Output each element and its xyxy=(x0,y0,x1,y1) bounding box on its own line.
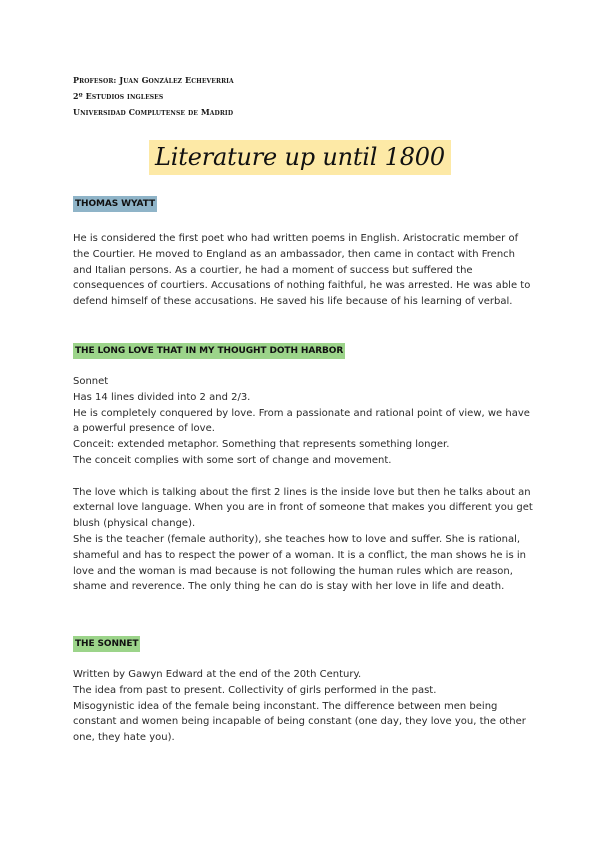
wyatt-paragraph xyxy=(73,231,533,310)
sonnet-line: Written by Gawyn Edward at the end of the 20th Century. xyxy=(73,669,362,680)
sonnet-body xyxy=(73,667,533,746)
long-love-paragraph: She is the teacher (female authority), she teaches how to love and suffer. She is rational, shameful and has to respect the power of a woman. It is a conflict, the man shows he is in love and the woman is mad because is not following the human rules which are reason, shame and reverence. The only thing he can do is stay with her love in life and death. xyxy=(73,533,526,593)
title-container xyxy=(0,140,600,175)
heading-thomas-wyatt: THOMAS WYATT xyxy=(73,196,157,212)
sonnet-line: Misogynistic idea of the female being inconstant. The difference between men being constant and women being incapable of being constant (one day, they love you, the other one, they hate you). xyxy=(73,700,526,744)
heading-long-love: THE LONG LOVE THAT IN MY THOUGHT DOTH HARBOR xyxy=(73,343,345,359)
heading-the-sonnet: THE SONNET xyxy=(73,636,140,652)
wyatt-text: He is considered the first poet who had written poems in English. Aristocratic member of the Courtier. He moved to England as an ambassador, then came in contact with French and Italian persons. As a courtier, he had a moment of success but suffered the consequences of courtiers. Accusations of nothing faithful, he was arrested. He was able to defend himself of these accusations. He saved his life because of his learning of verbal. xyxy=(73,233,531,308)
professor-line: Profesor: Juan González Echeverria xyxy=(73,75,234,85)
course-line: 2º Estudios ingleses xyxy=(73,91,164,101)
long-love-paragraph: The love which is talking about the first 2 lines is the inside love but then he talks about an external love language. When you are in front of someone that makes you different you get blush (physical change). xyxy=(73,486,533,530)
long-love-line: He is completely conquered by love. From a passionate and rational point of view, we have a powerful presence of love. xyxy=(73,407,530,435)
university-line: Universidad Complutense de Madrid xyxy=(73,107,234,117)
paragraph-gap xyxy=(73,469,533,485)
sonnet-line: The idea from past to present. Collectivity of girls performed in the past. xyxy=(73,684,437,696)
long-love-body xyxy=(73,374,533,595)
long-love-line: Conceit: extended metaphor. Something that represents something longer. xyxy=(73,439,450,451)
document-header xyxy=(73,72,234,120)
document-title: Literature up until 1800 xyxy=(149,140,451,175)
long-love-line: The conceit complies with some sort of change and movement. xyxy=(73,454,392,466)
long-love-line: Sonnet xyxy=(73,376,109,387)
long-love-line: Has 14 lines divided into 2 and 2/3. xyxy=(73,391,251,403)
